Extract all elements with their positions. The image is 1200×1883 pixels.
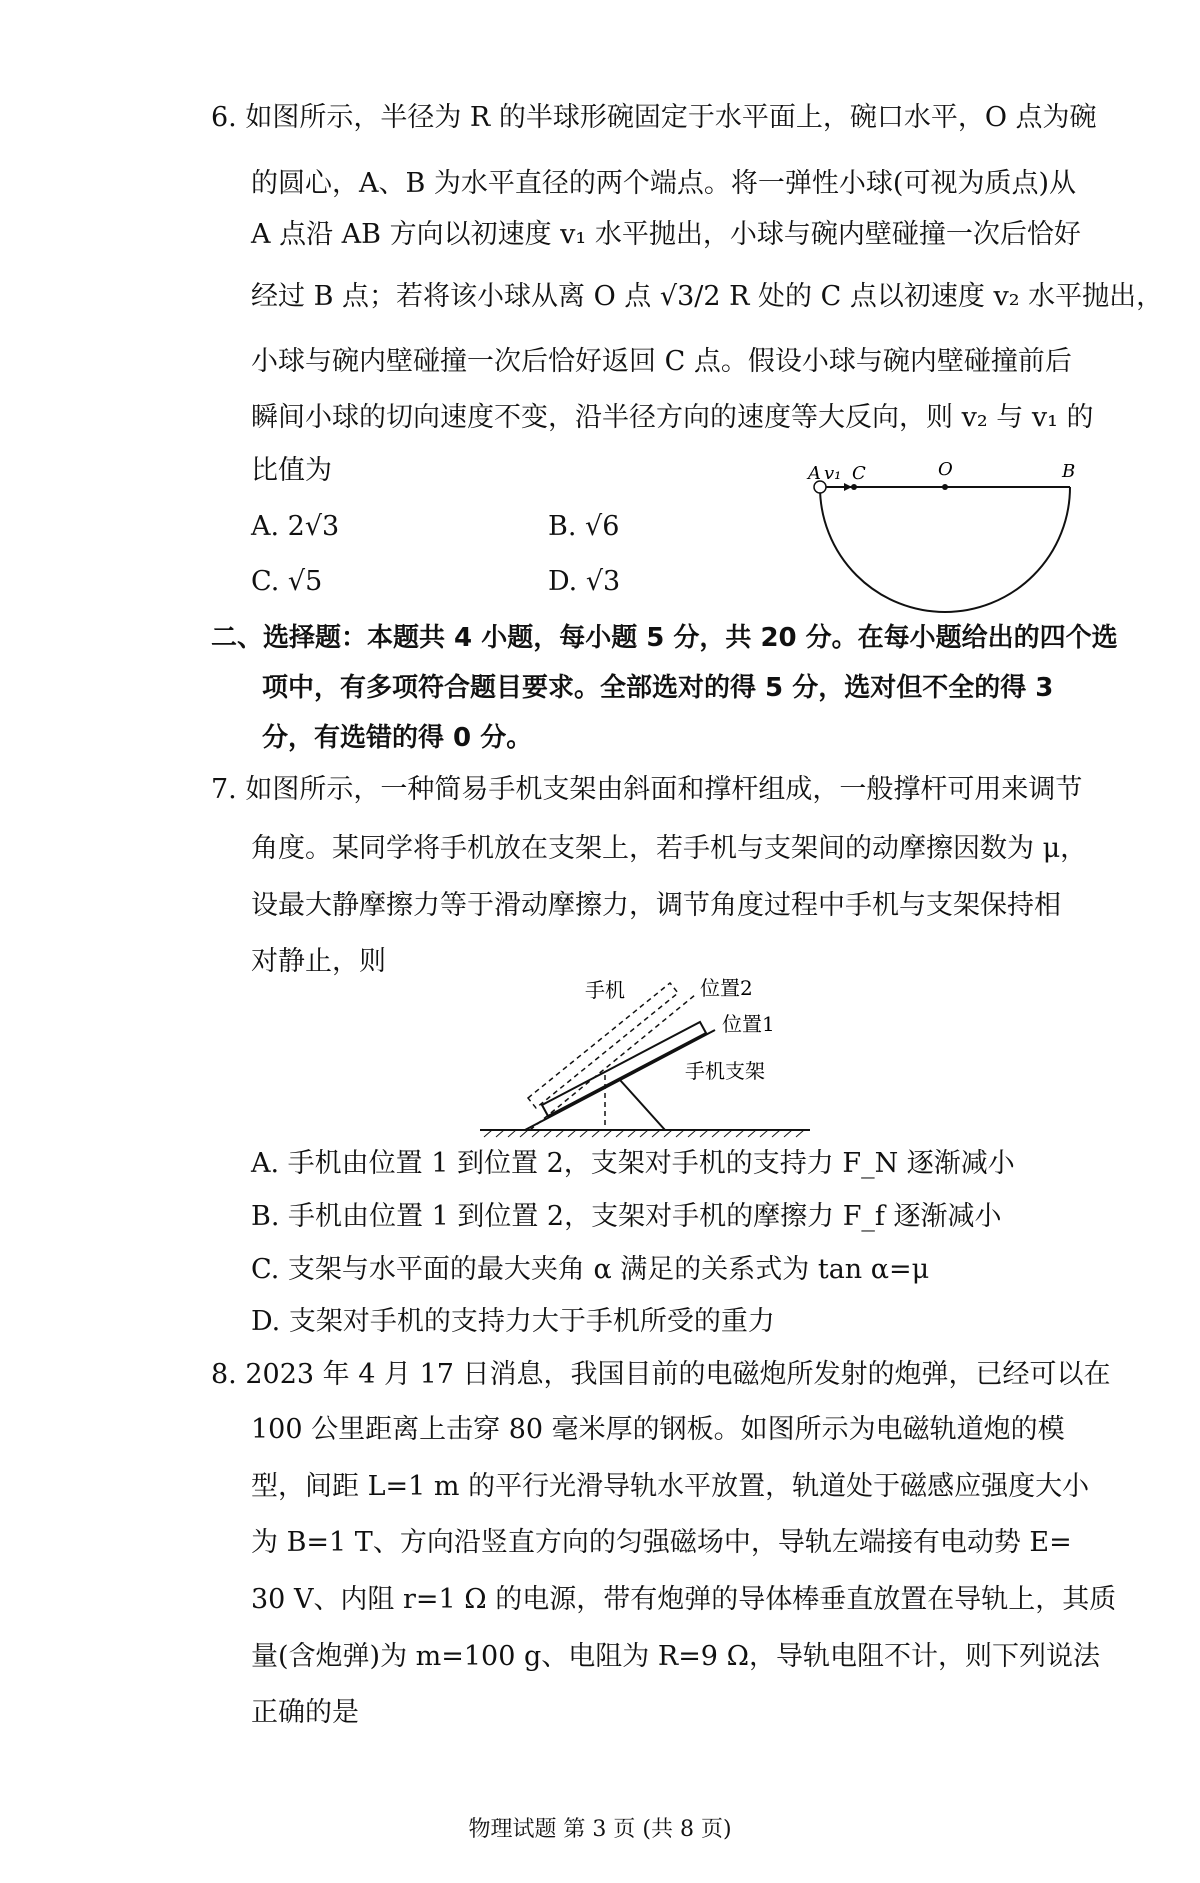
section-2-line-3: 分，有选错的得 0 分。	[262, 723, 533, 753]
q8-line-1: 8. 2023 年 4 月 17 日消息，我国目前的电磁炮所发射的炮弹，已经可以在	[211, 1359, 1111, 1390]
q6-option-b: B. √6	[548, 511, 620, 542]
q6-line-5: 小球与碗内壁碰撞一次后恰好返回 C 点。假设小球与碗内壁碰撞前后	[251, 346, 1072, 377]
q7-line-1: 7. 如图所示，一种简易手机支架由斜面和撑杆组成，一般撑杆可用来调节	[211, 774, 1083, 805]
label-o: O	[938, 459, 953, 480]
label-phone-stand: 手机支架	[685, 1059, 765, 1083]
q6-line-2: 的圆心，A、B 为水平直径的两个端点。将一弹性小球(可视为质点)从	[251, 168, 1076, 199]
q7-option-c: C. 支架与水平面的最大夹角 α 满足的关系式为 tan α=μ	[251, 1254, 930, 1285]
q6-line-1: 6. 如图所示，半径为 R 的半球形碗固定于水平面上，碗口水平，O 点为碗	[211, 102, 1097, 133]
q8-line-3: 型，间距 L=1 m 的平行光滑导轨水平放置，轨道处于磁感应强度大小	[251, 1471, 1090, 1502]
q7-phone-stand-figure	[470, 975, 830, 1155]
q8-line-5: 30 V、内阻 r=1 Ω 的电源，带有炮弹的导体棒垂直放置在导轨上，其质	[251, 1584, 1117, 1615]
q6-line-7: 比值为	[251, 455, 332, 486]
label-c: C	[852, 463, 866, 484]
q8-line-6: 量(含炮弹)为 m=100 g、电阻为 R=9 Ω，导轨电阻不计，则下列说法	[251, 1641, 1100, 1672]
label-v1: v₁	[824, 463, 842, 484]
q7-option-b: B. 手机由位置 1 到位置 2，支架对手机的摩擦力 F_f 逐渐减小	[251, 1201, 1002, 1232]
q6-option-d: D. √3	[548, 566, 621, 597]
q7-line-2: 角度。某同学将手机放在支架上，若手机与支架间的动摩擦因数为 μ，	[251, 833, 1088, 864]
label-a: A	[808, 463, 821, 484]
q6-option-a: A. 2√3	[251, 511, 340, 542]
q6-line-6: 瞬间小球的切向速度不变，沿半径方向的速度等大反向，则 v₂ 与 v₁ 的	[251, 402, 1094, 433]
q7-option-a: A. 手机由位置 1 到位置 2，支架对手机的支持力 F_N 逐渐减小	[251, 1148, 1015, 1179]
q7-line-4: 对静止，则	[251, 946, 386, 977]
q6-line-4: 经过 B 点；若将该小球从离 O 点 √3/2 R 处的 C 点以初速度 v₂ 水平抛出，	[251, 281, 1164, 312]
q8-line-7: 正确的是	[251, 1697, 359, 1728]
section-2-line-2: 项中，有多项符合题目要求。全部选对的得 5 分，选对但不全的得 3	[262, 673, 1054, 703]
label-position-2: 位置2	[700, 976, 753, 1000]
page-footer: 物理试题 第 3 页 (共 8 页)	[468, 1817, 732, 1842]
support-rod	[620, 1080, 665, 1130]
ground-hatching	[484, 1130, 804, 1137]
bowl-arc	[820, 487, 1070, 612]
label-phone: 手机	[585, 978, 625, 1002]
q7-line-3: 设最大静摩擦力等于滑动摩擦力，调节角度过程中手机与支架保持相	[251, 890, 1061, 921]
q8-line-4: 为 B=1 T、方向沿竖直方向的匀强磁场中，导轨左端接有电动势 E=	[251, 1527, 1072, 1558]
q6-option-c: C. √5	[251, 566, 323, 597]
q7-option-d: D. 支架对手机的支持力大于手机所受的重力	[251, 1306, 775, 1337]
q6-line-3: A 点沿 AB 方向以初速度 v₁ 水平抛出，小球与碗内壁碰撞一次后恰好	[251, 219, 1081, 250]
label-position-1: 位置1	[722, 1012, 775, 1036]
incline-position-2	[530, 995, 695, 1130]
section-2-line-1: 二、选择题：本题共 4 小题，每小题 5 分，共 20 分。在每小题给出的四个选	[211, 623, 1118, 653]
label-b: B	[1062, 461, 1076, 482]
q8-line-2: 100 公里距离上击穿 80 毫米厚的钢板。如图所示为电磁轨道炮的模	[251, 1414, 1065, 1445]
